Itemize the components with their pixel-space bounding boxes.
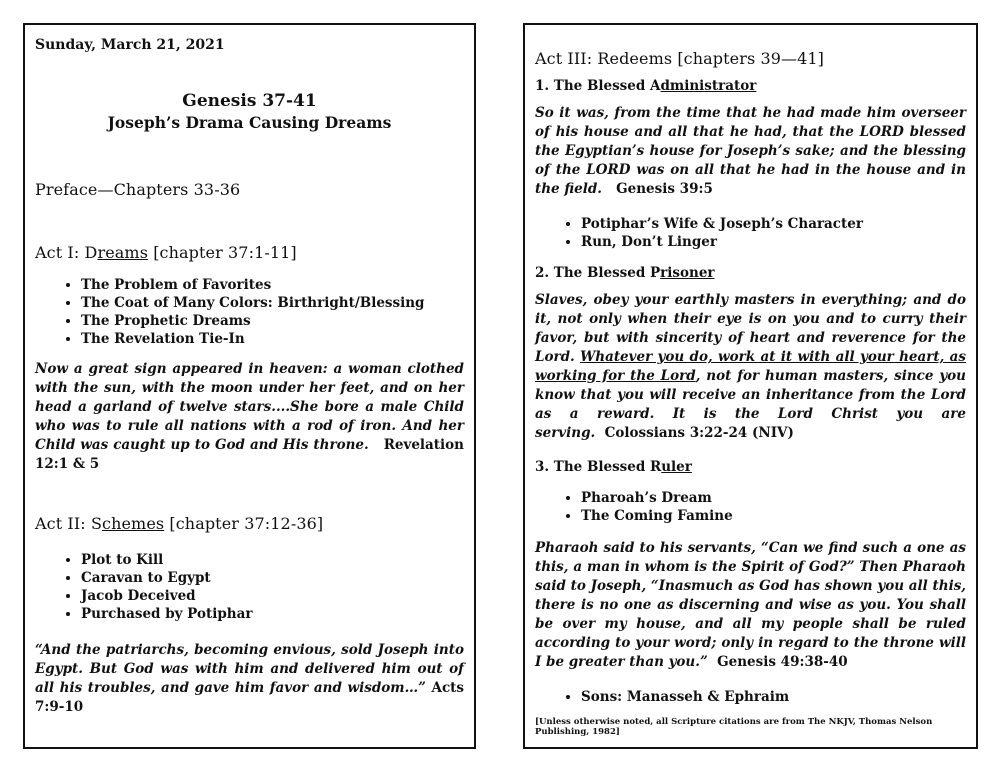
section3-quote: Pharaoh said to his servants, “Can we find such a one as this, a man in whom is the Spirit of God?” Then Pharaoh said to Joseph, “Inasmuch as God has shown you all this, there is no one as discerning and wise as you. You shall be over my house, and all my people shall be ruled according to your word; only in regard to the throne will I be greater than you.” Genesis 49:38-40: [535, 540, 966, 670]
act2-heading: Act II: Schemes [chapter 37:12-36]: [35, 514, 324, 533]
list-item: • Pharoah’s Dream: [581, 489, 966, 507]
list-item: • Plot to Kill: [81, 551, 464, 569]
citation-note: [Unless otherwise noted, all Scripture citations are from The NKJV, Thomas Nelson Publishing, 1982]: [535, 717, 933, 737]
section3-ref: Genesis 49:38-40: [717, 654, 848, 670]
section1-ref: Genesis 39:5: [616, 181, 713, 197]
page-title: Genesis 37-41: [182, 91, 317, 111]
section2-quote: Slaves, obey your earthly masters in everything; and do it, not only when their eye is on you and to curry their favor, but with sincerity of heart and reverence for the Lord. Whatever you do, work at it with all your heart, as working for the Lord, not for human masters, since you know that you will receive an inheritance from the Lord as a reward. It is the Lord Christ you are serving. Colossians 3:22-24 (NIV): [535, 292, 966, 441]
act2-quote: “And the patriarchs, becoming envious, sold Joseph into Egypt. But God was with him and delivered him out of all his troubles, and gave him favor and wisdom…” Acts 7:9-10: [35, 642, 465, 715]
right-page: [523, 23, 978, 749]
act1-bullets: [35, 276, 464, 348]
list-item: • Potiphar’s Wife & Joseph’s Character: [581, 215, 966, 233]
act3-heading: Act III: Redeems [chapters 39—41]: [535, 49, 825, 68]
list-item: • Purchased by Potiphar: [81, 605, 464, 623]
list-item: • The Coming Famine: [581, 507, 966, 525]
page-subtitle: Joseph’s Drama Causing Dreams: [107, 113, 392, 132]
list-item: • Caravan to Egypt: [81, 569, 464, 587]
list-item: • The Coat of Many Colors: Birthright/Blessing: [81, 294, 464, 312]
section1-bullets: [535, 215, 966, 251]
act1-ref: Revelation 12:1 & 5: [35, 437, 464, 472]
list-item: • Run, Don’t Linger: [581, 233, 966, 251]
act2-bullets: [35, 551, 464, 623]
preface-heading: Preface—Chapters 33-36: [35, 180, 241, 199]
section3-heading: 3. The Blessed Ruler: [535, 459, 692, 475]
section2-ref: Colossians 3:22-24 (NIV): [604, 425, 794, 441]
act2-ref: Acts 7:9-10: [35, 680, 465, 715]
left-page: [23, 23, 476, 749]
list-item: • Jacob Deceived: [81, 587, 464, 605]
act1-quote: Now a great sign appeared in heaven: a woman clothed with the sun, with the moon under her feet, and on her head a garland of twelve stars....She bore a male Child who was to rule all nations with a rod of iron. And her Child was caught up to God and His throne. Revelation 12:1 & 5: [35, 361, 464, 472]
section1-heading: 1. The Blessed Administrator: [535, 78, 757, 94]
section2-heading: 2. The Blessed Prisoner: [535, 265, 715, 281]
act1-heading: Act I: Dreams [chapter 37:1-11]: [35, 243, 297, 262]
date: Sunday, March 21, 2021: [35, 37, 225, 53]
section1-quote: So it was, from the time that he had made him overseer of his house and all that he had, that the LORD blessed the Egyptian’s house for Joseph’s sake; and the blessing of the LORD was on all that he had in the house and in the field. Genesis 39:5: [535, 105, 966, 197]
list-item: • The Revelation Tie-In: [81, 330, 464, 348]
list-item: • Sons: Manasseh & Ephraim: [581, 688, 966, 706]
section3-bullets-2: [535, 688, 966, 706]
list-item: • The Problem of Favorites: [81, 276, 464, 294]
section3-bullets: [535, 489, 966, 525]
list-item: • The Prophetic Dreams: [81, 312, 464, 330]
